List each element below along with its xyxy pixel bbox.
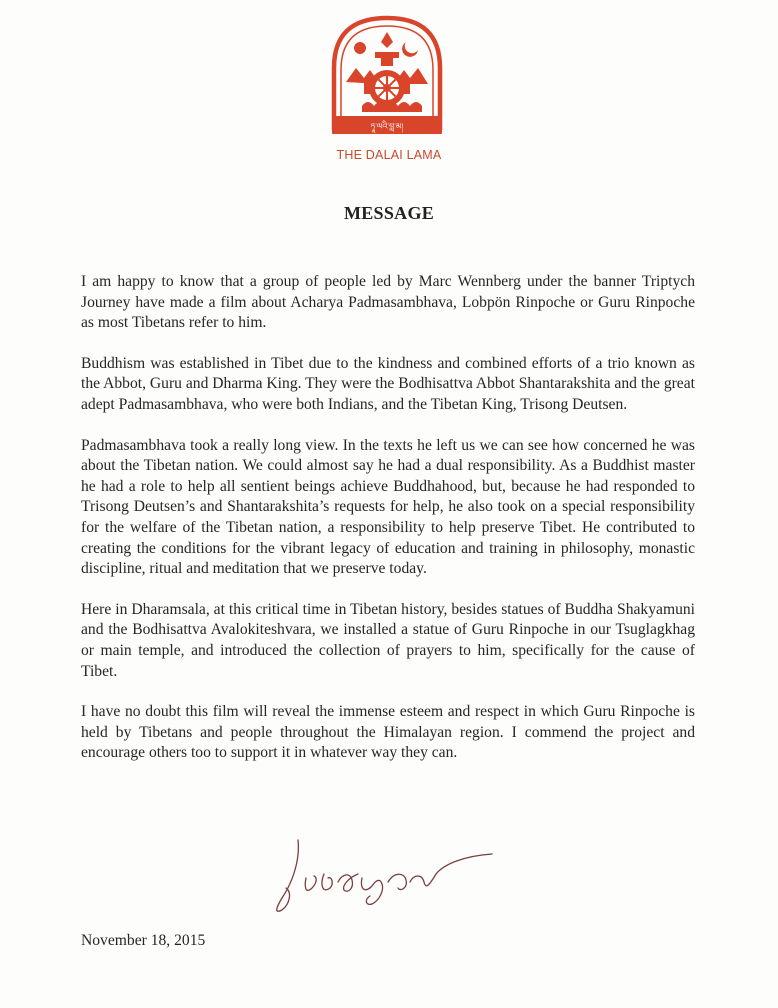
paragraph-1: I am happy to know that a group of people led by Marc Wennberg under the banner Triptych Journey have made a film about Acharya Padmasambhava, Lobpön Rinpoche or Guru Rinpoche as most Tibetans refer to him. [81, 273, 695, 332]
paragraph-5: I have no doubt this film will reveal the immense esteem and respect in which Guru Rinpoche is held by Tibetans and people throughout the Himalayan region. I commend the project and encourage others too to support it in whatever way they can. [81, 703, 695, 762]
paragraph-3: Padmasambhava took a really long view. In the texts he left us we can see how concerned he was about the Tibetan nation. We could almost say he had a dual responsibility. As a Buddhist master he had a role to help all sentient beings achieve Buddhahood, but, because he had responded to Trisong Deutsen’s and Shantarakshita’s requests for help, he also took on a special responsibility for the welfare of the Tibetan nation, a responsibility to help preserve Tibet. He contributed to creating the conditions for the vibrant legacy of education and training in philosophy, monastic discipline, ritual and meditation that we preserve today. [81, 436, 695, 578]
message-heading: MESSAGE [343, 203, 435, 223]
letterhead-title: THE DALAI LAMA [336, 148, 442, 162]
handwritten-signature [268, 838, 498, 920]
letter-date: November 18, 2015 [81, 932, 206, 949]
letter-body [81, 272, 695, 784]
paragraph-4: Here in Dharamsala, at this critical time in Tibetan history, besides statues of Buddha Shakyamuni and the Bodhisattva Avalokiteshvara, we installed a statue of Guru Rinpoche in our Tsuglagkhag or main temple, and introduced the collection of prayers to him, specifically for the cause of Tibet. [81, 600, 695, 680]
dalai-lama-seal-logo [326, 12, 448, 140]
seal-inscription: ཏཱ་ལའི་བླ་མ། [370, 122, 404, 131]
paragraph-2: Buddhism was established in Tibet due to the kindness and combined efforts of a trio known as the Abbot, Guru and Dharma King. They were the Bodhisattva Abbot Shantarakshita and the great adept Padmasambhava, who were both Indians, and the Tibetan King, Trisong Deutsen. [81, 354, 695, 413]
